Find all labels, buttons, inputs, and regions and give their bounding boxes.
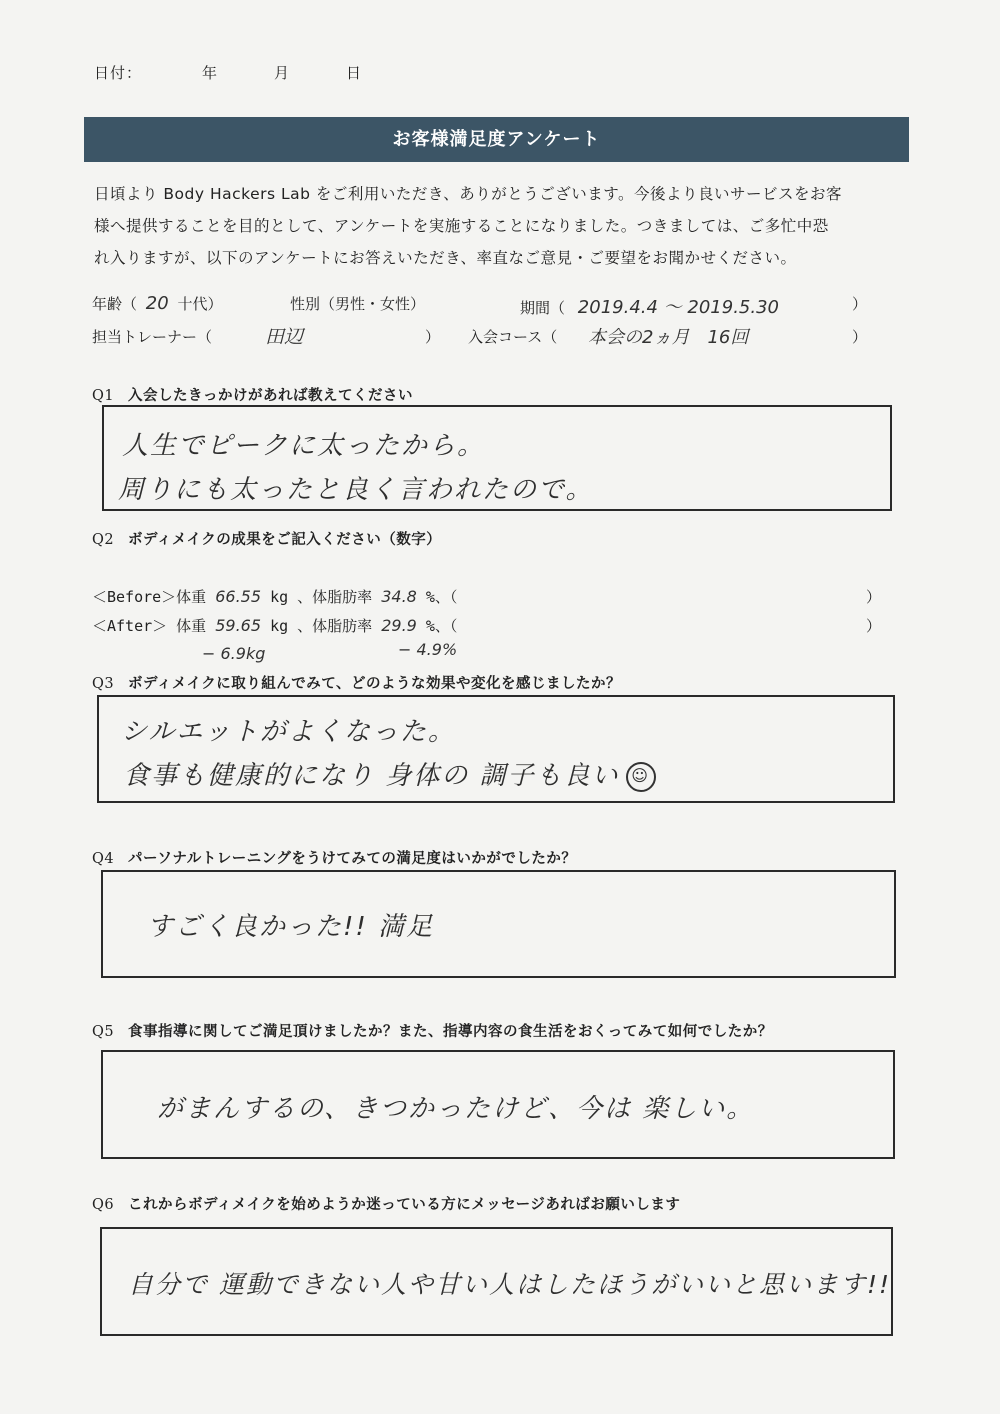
question-number: Q2 — [92, 532, 115, 548]
before-label: ＜Before＞体重 — [92, 588, 207, 606]
smiley-icon: ☺ — [626, 762, 656, 792]
question-text: 入会したきっかけがあれば教えてください — [128, 388, 413, 404]
question-text: パーソナルトレーニングをうけてみての満足度はいかがでしたか？ — [128, 851, 577, 867]
question-text: ボディメイクに取り組んでみて、どのような効果や変化を感じましたか？ — [128, 676, 621, 692]
answer-box-q3[interactable] — [97, 695, 895, 803]
period-value[interactable]: 2019.4.4 〜 2019.5.30 — [577, 297, 780, 318]
year-label: 年 — [202, 64, 219, 82]
after-weight[interactable]: 59.65 — [215, 616, 262, 635]
after-fat[interactable]: 29.9 — [381, 616, 417, 635]
question-number: Q1 — [92, 388, 115, 404]
age-field — [92, 293, 223, 314]
answer-line: がまんするの、きつかったけど、今は 楽しい。 — [157, 1094, 755, 1124]
fat-label: 、体脂肪率 — [297, 617, 373, 635]
question-5 — [92, 1020, 773, 1041]
intro-line: 日頃より Body Hackers Lab をご利用いただき、ありがとうございます。今後より良いサービスをお客 — [94, 185, 843, 203]
gender-field[interactable]: 性別（男性・女性） — [290, 295, 426, 313]
course-close: ） — [852, 328, 868, 346]
answer-line: すごく良かった!! 満足 — [147, 912, 435, 942]
age-value[interactable]: 20 — [145, 293, 169, 314]
intro-text — [94, 178, 914, 274]
question-2 — [92, 528, 441, 549]
kg-unit: kg — [270, 588, 289, 606]
question-number: Q4 — [92, 851, 115, 867]
question-number: Q5 — [92, 1024, 115, 1040]
after-label: ＜After＞ 体重 — [92, 617, 207, 635]
pct-unit: %、（ — [425, 617, 458, 635]
kg-unit: kg — [270, 617, 289, 635]
after-row — [92, 615, 457, 636]
answer-line: 人生でピークに太ったから。 — [122, 431, 485, 461]
fat-label: 、体脂肪率 — [297, 588, 373, 606]
question-6 — [92, 1193, 680, 1214]
course-label: 入会コース（ — [468, 328, 558, 346]
answer-line: 周りにも太ったと良く言われたので。 — [118, 475, 594, 505]
answer-box-q5[interactable] — [101, 1050, 895, 1159]
before-row — [92, 586, 457, 607]
fat-diff: − 4.9% — [398, 640, 458, 659]
after-close: ） — [866, 617, 882, 635]
age-label: 年齢（ — [92, 295, 138, 313]
day-label: 日 — [346, 64, 363, 82]
question-1 — [92, 384, 413, 405]
before-weight[interactable]: 66.55 — [215, 587, 262, 606]
period-field — [520, 293, 787, 319]
trainer-close: ） — [425, 328, 441, 346]
question-text: 食事指導に関してご満足頂けましたか？また、指導内容の食生活をおくってみて如何でしたか？ — [128, 1024, 773, 1040]
question-4 — [92, 847, 576, 868]
weight-diff: − 6.9kg — [202, 644, 266, 663]
date-label: 日付： — [94, 64, 143, 82]
answer-line: 自分で 運動できない人や甘い人はしたほうがいいと思います!! — [128, 1270, 891, 1299]
question-text: ボディメイクの成果をご記入ください（数字） — [128, 532, 442, 548]
trainer-value[interactable]: 田辺 — [265, 326, 304, 348]
period-close: ） — [852, 295, 868, 313]
question-number: Q3 — [92, 676, 115, 692]
answer-box-q4[interactable] — [101, 870, 896, 978]
course-value[interactable]: 本会の2ヵ月 16回 — [588, 327, 749, 348]
page-title: お客様満足度アンケート — [84, 117, 909, 162]
intro-line: 様へ提供することを目的として、アンケートを実施することになりました。つきましては、ご多忙中恐 — [94, 217, 829, 235]
month-label: 月 — [274, 64, 291, 82]
answer-box-q1[interactable] — [102, 405, 892, 511]
question-number: Q6 — [92, 1197, 115, 1213]
answer-text: 食事も健康的になり 身体の 調子も良い — [123, 761, 620, 791]
intro-line: れ入りますが、以下のアンケートにお答えいただき、率直なご意見・ご要望をお聞かせください。 — [94, 249, 797, 267]
date-row — [94, 62, 418, 83]
answer-line — [123, 755, 656, 792]
trainer-label: 担当トレーナー（ — [92, 328, 213, 346]
answer-line: シルエットがよくなった。 — [121, 717, 456, 747]
question-text: これからボディメイクを始めようか迷っている方にメッセージあればお願いします — [128, 1197, 681, 1213]
period-label: 期間（ — [520, 299, 566, 317]
before-close: ） — [866, 588, 882, 606]
answer-box-q6[interactable] — [100, 1227, 893, 1336]
question-3 — [92, 672, 621, 693]
before-fat[interactable]: 34.8 — [381, 587, 417, 606]
pct-unit: %、（ — [425, 588, 458, 606]
age-suffix: 十代） — [177, 295, 223, 313]
